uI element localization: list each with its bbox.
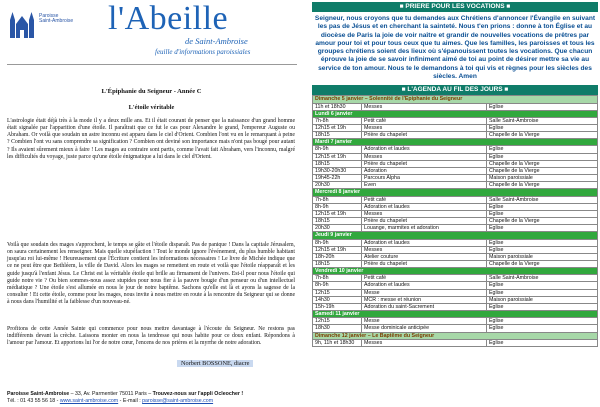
agenda-row xyxy=(313,167,598,174)
agenda-day-header xyxy=(313,139,598,146)
agenda-row xyxy=(313,160,598,167)
agenda-cell-place: Chapelle de la Vierge xyxy=(487,167,598,174)
agenda-cell-place: Église xyxy=(487,239,598,246)
article-paragraph-1: L'astrologie était déjà très à la mode il y a deux mille ans. Et il était courant de penser que la naissance d'un grand homme était signalée par l'apparition d'une étoile. Il paraîtrait que ce fut le cas pour Alexandre le grand, l'empereur Auguste ou Abraham. Or voilà que soudain un astre inconnu est apparu dans le ciel d'Orient. Combien l'ont vu en le remarquant à peine ? Combien l'ont vu sans comprendre sa signification ? Combien ont deviné son importance mais n'ont pas bougé pour autant ? Ils avaient sûrement mieux à faire ! Les mages au contraire sont partis, comme l'avait fait Abraham, vers l'inconnu, malgré les difficultés du voyage, juste parce qu'une étoile énigmatique a lui dans le ciel d'Orient. xyxy=(7,118,295,160)
agenda-cell-event: Petit café xyxy=(362,196,487,203)
agenda-cell-time: 19h45-22h xyxy=(313,175,362,182)
agenda-cell-place: Église xyxy=(487,325,598,332)
parish-small-label: Paroisse Saint-Ambroise xyxy=(39,13,74,24)
agenda-row xyxy=(313,289,598,296)
agenda-cell-time: 12h15 et 19h xyxy=(313,125,362,132)
masthead xyxy=(3,2,300,64)
agenda-cell-event: Adoration et laudes xyxy=(362,282,487,289)
agenda-row xyxy=(313,153,598,160)
agenda-cell-time: 15h-19h xyxy=(313,303,362,310)
agenda-cell-time: 11h et 18h30 xyxy=(313,103,362,110)
agenda-row xyxy=(313,253,598,260)
agenda-day-label: Vendredi 10 janvier xyxy=(313,268,598,275)
agenda-cell-time: 14h30 xyxy=(313,296,362,303)
article-paragraph-3: Profitons de cette Année Sainte qui commence pour nous mettre davantage à l'écoute du Seigneur. Ne restons pas indifférents devant la crèche. Laissons monter en nous la tendresse qui nous habite pour ce doux enfant. Répondons à l'amour par l'amour. Et apportons lui l'or de notre cœur, l'encens de nos prières et la myrrhe de notre adoration. xyxy=(7,326,295,347)
agenda-cell-time: 12h15 et 19h xyxy=(313,153,362,160)
agenda-row xyxy=(313,318,598,325)
agenda-cell-place: Église xyxy=(487,282,598,289)
article-subtitle: L'étoile véritable xyxy=(128,104,175,111)
agenda-row xyxy=(313,296,598,303)
agenda-row xyxy=(313,203,598,210)
agenda-cell-time: 18h15 xyxy=(313,260,362,267)
agenda-cell-place: Chapelle de la Vierge xyxy=(487,160,598,167)
agenda-cell-place: Église xyxy=(487,339,598,346)
agenda-cell-place: Église xyxy=(487,303,598,310)
bulletin-title: l'Abeille xyxy=(108,0,229,37)
agenda-cell-place: Église xyxy=(487,125,598,132)
agenda-cell-time: 7h-8h xyxy=(313,117,362,124)
footer-tel: Tél. : 01 43 55 56 18 - xyxy=(7,398,60,404)
footer-email-label: - E-mail : xyxy=(118,398,143,404)
agenda-cell-time: 18h15 xyxy=(313,218,362,225)
agenda-day-header xyxy=(313,268,598,275)
agenda-cell-place: Salle Saint-Ambroise xyxy=(487,117,598,124)
agenda-cell-place: Salle Saint-Ambroise xyxy=(487,196,598,203)
agenda-row xyxy=(313,246,598,253)
agenda-cell-time: 7h-8h xyxy=(313,275,362,282)
agenda-cell-place: Église xyxy=(487,210,598,217)
agenda-day-label: Jeudi 9 janvier xyxy=(313,232,598,239)
agenda-row xyxy=(313,225,598,232)
agenda-row xyxy=(313,282,598,289)
agenda-day-label: Dimanche 5 janvier – Solennité de l'Épiphanie du Seigneur xyxy=(313,96,598,103)
agenda-cell-event: Adoration et laudes xyxy=(362,203,487,210)
agenda-row xyxy=(313,103,598,110)
agenda-cell-event: Petit café xyxy=(362,117,487,124)
agenda-day-label: Dimanche 12 janvier – Le Baptême du Seigneur xyxy=(313,332,598,339)
agenda-row xyxy=(313,260,598,267)
agenda-cell-event: Prière du chapelet xyxy=(362,160,487,167)
agenda-cell-time: 8h-9h xyxy=(313,239,362,246)
agenda-cell-time: 12h15 xyxy=(313,318,362,325)
agenda-cell-place: Église xyxy=(487,318,598,325)
agenda-cell-time: 20h30 xyxy=(313,225,362,232)
agenda-header: ■ L'AGENDA AU FIL DES JOURS ■ xyxy=(312,85,598,95)
vocations-header: ■ PRIERE POUR LES VOCATIONS ■ xyxy=(312,2,598,12)
agenda-cell-place: Chapelle de la Vierge xyxy=(487,218,598,225)
agenda-row xyxy=(313,196,598,203)
agenda-day-header xyxy=(313,332,598,339)
agenda-cell-place: Église xyxy=(487,203,598,210)
agenda-cell-place: Chapelle de la Vierge xyxy=(487,182,598,189)
agenda-row xyxy=(313,125,598,132)
agenda-row xyxy=(313,275,598,282)
vocations-prayer: Seigneur, nous croyons que tu demandes aux Chrétiens d'annoncer l'Évangile en suivant les pas de Jésus et en cherchant la sainteté. Nous t'en prions : donne à ton Église et au diocèse de Paris la joie de voir naître et grandir de nouvelles vocations de prêtres par amour pour toi et pour tous ceux que tu aimes. Que les familles, les paroisses et tous les groupes chrétiens soient des lieux où s'épanouissent toutes les vocations. Que chacun éprouve la joie de se savoir infiniment aimé de toi au point de désirer mettre sa vie au service de ton amour. Nous te le demandons à toi qui vis et règnes pour les siècles des siècles. Amen xyxy=(314,15,596,81)
left-column xyxy=(3,2,300,405)
agenda-cell-event: Prière du chapelet xyxy=(362,218,487,225)
agenda-row xyxy=(313,325,598,332)
agenda-cell-event: Messes xyxy=(362,125,487,132)
agenda-cell-time: 18h15 xyxy=(313,160,362,167)
agenda-cell-event: Prière du chapelet xyxy=(362,132,487,139)
agenda-cell-place: Église xyxy=(487,246,598,253)
footer-website-link[interactable]: www.saint-ambroise.com xyxy=(59,398,119,404)
agenda-cell-event: Adoration et laudes xyxy=(362,239,487,246)
agenda-cell-event: Parcours Alpha xyxy=(362,175,487,182)
agenda-cell-place: Chapelle de la Vierge xyxy=(487,260,598,267)
agenda-cell-place: Salle Saint-Ambroise xyxy=(487,275,598,282)
agenda-row xyxy=(313,210,598,217)
agenda-cell-time: 18h-20h xyxy=(313,253,362,260)
agenda-day-label: Lundi 6 janvier xyxy=(313,110,598,117)
agenda-cell-event: Adoration xyxy=(362,167,487,174)
agenda-cell-place: Chapelle de la Vierge xyxy=(487,132,598,139)
agenda-cell-place: Église xyxy=(487,289,598,296)
agenda-cell-time: 8h-9h xyxy=(313,203,362,210)
agenda-cell-place: Maison paroissiale xyxy=(487,296,598,303)
agenda-cell-place: Maison paroissiale xyxy=(487,175,598,182)
agenda-cell-time: 12h15 xyxy=(313,289,362,296)
bulletin-subtitle: de Saint-Ambroise xyxy=(185,36,248,46)
agenda-cell-event: Messes xyxy=(362,210,487,217)
agenda-cell-time: 20h30 xyxy=(313,182,362,189)
agenda-cell-event: Petit café xyxy=(362,275,487,282)
agenda-cell-event: Even xyxy=(362,182,487,189)
agenda-cell-time: 19h30-20h30 xyxy=(313,167,362,174)
agenda-cell-event: Atelier couture xyxy=(362,253,487,260)
agenda-cell-place: Église xyxy=(487,225,598,232)
agenda-cell-time: 8h-9h xyxy=(313,282,362,289)
agenda-cell-event: Messes xyxy=(362,103,487,110)
agenda-cell-time: 9h, 11h et 18h30 xyxy=(313,339,362,346)
agenda-cell-event: Messes xyxy=(362,246,487,253)
footer-address: – 33, Av. Parmentier 75011 Paris – xyxy=(69,391,153,397)
agenda-day-header xyxy=(313,110,598,117)
church-logo-icon xyxy=(7,10,37,40)
agenda-cell-event: Louange, marmites et adoration xyxy=(362,225,487,232)
agenda-cell-place: Église xyxy=(487,146,598,153)
agenda-row xyxy=(313,182,598,189)
agenda-cell-time: 12h15 et 19h xyxy=(313,246,362,253)
agenda-cell-time: 18h30 xyxy=(313,325,362,332)
article-signature: Norbert BOSSONE, diacre xyxy=(177,360,253,367)
right-column xyxy=(312,2,598,405)
agenda-row xyxy=(313,303,598,310)
agenda-cell-event: Adoration et laudes xyxy=(362,146,487,153)
agenda-row xyxy=(313,339,598,346)
agenda-row xyxy=(313,146,598,153)
footer-app: Trouvez-nous sur l'appli Ocleocher ! xyxy=(152,391,244,397)
divider xyxy=(7,64,297,65)
agenda-day-header xyxy=(313,96,598,103)
agenda-cell-time: 18h15 xyxy=(313,132,362,139)
agenda-cell-place: Église xyxy=(487,103,598,110)
agenda-day-header xyxy=(313,311,598,318)
agenda-table xyxy=(312,95,598,346)
agenda-cell-event: Messe dominicale anticipée xyxy=(362,325,487,332)
agenda-cell-event: MCR : messe et réunion xyxy=(362,296,487,303)
agenda-row xyxy=(313,132,598,139)
footer-email-link[interactable]: paroisse@saint-ambroise.com xyxy=(142,398,214,404)
article-title: L'Épiphanie du Seigneur - Année C xyxy=(101,88,202,95)
agenda-cell-event: Messe xyxy=(362,318,487,325)
agenda-cell-time: 12h15 et 19h xyxy=(313,210,362,217)
agenda-cell-time: 7h-8h xyxy=(313,196,362,203)
footer xyxy=(7,391,297,405)
agenda-row xyxy=(313,175,598,182)
agenda-cell-event: Adoration du saint-Sacrement xyxy=(362,303,487,310)
agenda-row xyxy=(313,239,598,246)
agenda-day-header xyxy=(313,189,598,196)
agenda-row xyxy=(313,117,598,124)
agenda-day-label: Mercredi 8 janvier xyxy=(313,189,598,196)
agenda-cell-place: Église xyxy=(487,153,598,160)
agenda-cell-event: Messes xyxy=(362,153,487,160)
agenda-cell-event: Messe xyxy=(362,289,487,296)
agenda-day-label: Mardi 7 janvier xyxy=(313,139,598,146)
agenda-cell-event: Prière du chapelet xyxy=(362,260,487,267)
agenda-cell-place: Maison paroissiale xyxy=(487,253,598,260)
bulletin-tagline: feuille d'informations paroissiales xyxy=(155,48,251,56)
agenda-cell-time: 8h-9h xyxy=(313,146,362,153)
agenda-row xyxy=(313,218,598,225)
agenda-cell-event: Messes xyxy=(362,339,487,346)
article-paragraph-2: Voilà que soudain des mages s'approchent, le temps se gâte et l'étoile disparaît. Pas de panique ! Dans la capitale Jérusalem, on saura certainement les renseigner. Mais quelle stupéfaction ! Tout le monde ignore l'événement, du plus humble habitant jusqu'au roi lui-même ! Heureusement que l'Écriture contient les informations nécessaires ! Le livre de Michée indique que ce ne peut être que Bethléem, la ville de David. Alors les mages se remettent en route et voilà que l'étoile réapparaît et les guide jusqu'à l'enfant Jésus. Le Christ est la véritable étoile qui brille au firmament de l'univers. Est-il pour nous l'étoile qui guide notre vie ? Ou bien sommes-nous assez stupides pour nous fier à la pauvre bougie d'un penseur ou d'un intellectuel médiatique ? Une étoile s'est allumée en nous le jour de notre baptême. Sachons qu'elle est là et ayons la sagesse de la consulter ! Et cette étoile, comme pour les mages, nous invite à nous mettre en route à la rencontre du Seigneur qui se donne à nous dans l'humilité et la faiblesse d'un nouveau-né. xyxy=(7,242,295,306)
agenda-day-label: Samedi 11 janvier xyxy=(313,311,598,318)
agenda-day-header xyxy=(313,232,598,239)
footer-parish: Paroisse Saint-Ambroise xyxy=(7,391,70,397)
